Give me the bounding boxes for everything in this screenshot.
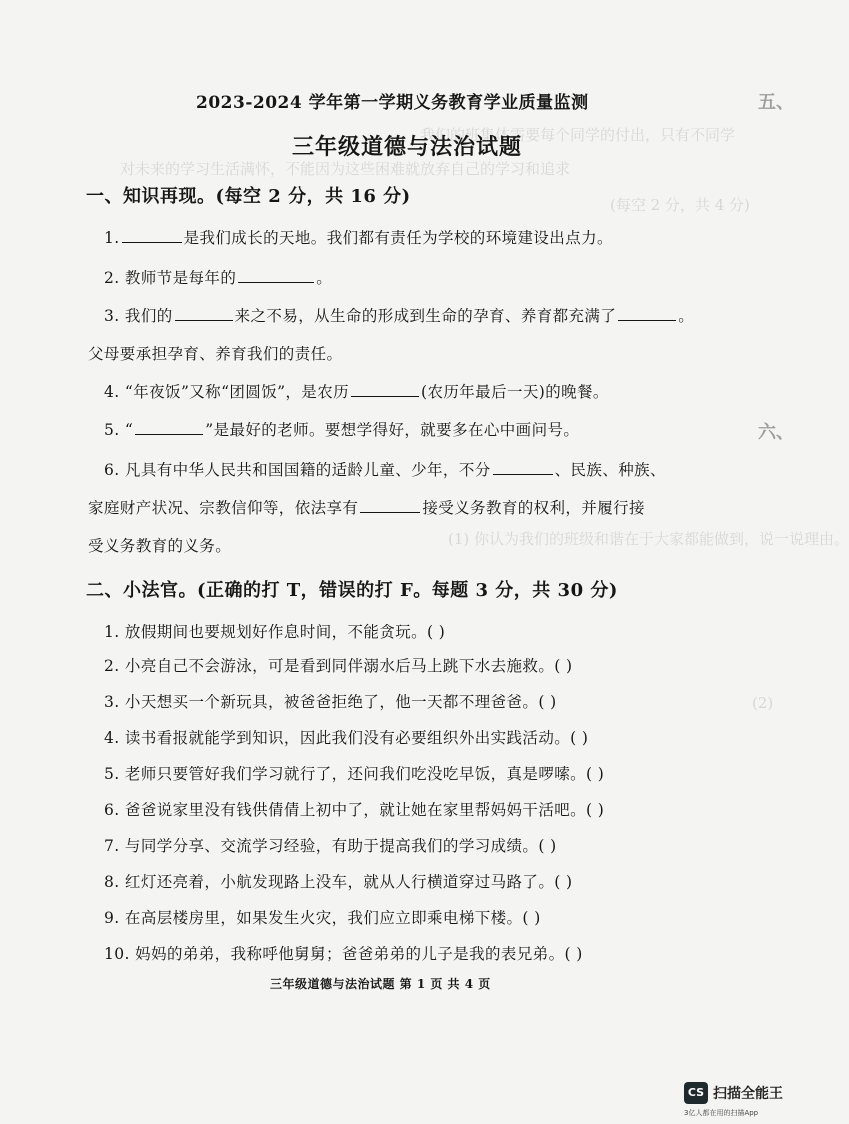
page-title: 三年级道德与法治试题 xyxy=(292,134,523,160)
question-text: 4. “年夜饭”又称“团圆饭”，是农历 xyxy=(104,383,350,401)
judge-item-3: 3. 小天想买一个新玩具，被爸爸拒绝了，他一天都不理爸爸。( ) xyxy=(104,693,557,711)
answer-blank[interactable] xyxy=(122,226,182,243)
scanner-watermark xyxy=(684,1082,794,1124)
section-2-heading: 二、小法官。(正确的打 T，错误的打 F。每题 3 分，共 30 分) xyxy=(86,580,618,601)
question-1-6-line-3: 受义务教育的义务。 xyxy=(88,537,232,555)
question-text: 2. 教师节是每年的 xyxy=(104,269,237,287)
bleed-section-six: 六、 xyxy=(758,422,794,443)
judge-item-4: 4. 读书看报就能学到知识，因此我们没有必要组织外出实践活动。( ) xyxy=(104,729,589,747)
question-text-end: 。 xyxy=(678,307,695,325)
judge-item-1: 1. 放假期间也要规划好作息时间，不能贪玩。( ) xyxy=(104,623,446,641)
judge-item-6: 6. 爸爸说家里没有钱供倩倩上初中了，就让她在家里帮妈妈干活吧。( ) xyxy=(104,801,605,819)
question-text-end: ”是最好的老师。要想学得好，就要多在心中画问号。 xyxy=(205,421,580,439)
question-text: 6. 凡具有中华人民共和国国籍的适龄儿童、少年，不分 xyxy=(104,461,491,479)
answer-blank-2[interactable] xyxy=(618,304,676,321)
question-text: 家庭财产状况、宗教信仰等，依法享有 xyxy=(88,499,359,517)
bleed-section-five: 五、 xyxy=(758,92,794,113)
judge-item-5: 5. 老师只要管好我们学习就行了，还问我们吃没吃早饭，真是啰嗦。( ) xyxy=(104,765,605,783)
answer-blank[interactable] xyxy=(351,380,419,397)
judge-item-8: 8. 红灯还亮着，小航发现路上没车，就从人行横道穿过马路了。( ) xyxy=(104,873,573,891)
question-1-4 xyxy=(104,380,609,402)
watermark-app-name: 扫描全能王 xyxy=(713,1086,783,1102)
watermark-tagline: 3亿人都在用的扫描App xyxy=(684,1109,759,1117)
show-through-line-2: 对未来的学习生活满怀，不能因为这些困难就放弃自己的学习和追求 xyxy=(120,160,571,178)
question-text-end: (农历年最后一天)的晚餐。 xyxy=(421,383,609,401)
judge-item-9: 9. 在高层楼房里，如果发生火灾，我们应立即乘电梯下楼。( ) xyxy=(104,909,541,927)
answer-blank[interactable] xyxy=(238,266,314,283)
answer-blank[interactable] xyxy=(493,458,553,475)
question-1-5 xyxy=(104,418,579,440)
page-footer: 三年级道德与法治试题 第 1 页 共 4 页 xyxy=(270,977,491,991)
answer-blank[interactable] xyxy=(175,304,233,321)
show-through-line-1: 我们的班集体需要每个同学的付出，只有不同学 xyxy=(420,126,736,144)
question-text-end: 。 xyxy=(316,269,333,287)
judge-item-10: 10. 妈妈的弟弟，我称呼他舅舅；爸爸弟弟的儿子是我的表兄弟。( ) xyxy=(104,945,583,963)
question-text-mid: 来之不易，从生命的形成到生命的孕育、养育都充满了 xyxy=(234,307,617,325)
question-1-3 xyxy=(104,304,694,326)
show-through-line-5: (2) xyxy=(752,694,774,712)
question-1-2 xyxy=(104,266,332,288)
question-text-end: 、民族、种族、 xyxy=(554,461,666,479)
question-1-1 xyxy=(104,226,613,248)
question-number: 1. xyxy=(104,229,120,247)
judge-item-7: 7. 与同学分享、交流学习经验，有助于提高我们的学习成绩。( ) xyxy=(104,837,557,855)
question-1-3-line-2: 父母要承担孕育、养育我们的责任。 xyxy=(88,345,343,363)
show-through-line-4: (1) 你认为我们的班级和谐在于大家都能做到，说一说理由。 xyxy=(448,530,849,548)
exam-header: 2023-2024 学年第一学期义务教育学业质量监测 xyxy=(196,93,589,113)
question-text: 3. 我们的 xyxy=(104,307,173,325)
judge-item-2: 2. 小亮自己不会游泳，可是看到同伴溺水后马上跳下水去施救。( ) xyxy=(104,657,573,675)
question-1-6 xyxy=(104,458,666,480)
show-through-line-3: (每空 2 分，共 4 分) xyxy=(610,196,750,214)
section-1-heading: 一、知识再现。(每空 2 分，共 16 分) xyxy=(86,186,411,207)
answer-blank-2[interactable] xyxy=(360,496,420,513)
question-text: 5. “ xyxy=(104,421,134,439)
question-1-6-line-2 xyxy=(88,496,645,518)
question-text-end: 接受义务教育的权利，并履行接 xyxy=(422,499,645,517)
camscanner-logo-icon: CS xyxy=(684,1082,708,1104)
question-text: 是我们成长的天地。我们都有责任为学校的环境建设出点力。 xyxy=(183,229,613,247)
answer-blank[interactable] xyxy=(135,418,203,435)
